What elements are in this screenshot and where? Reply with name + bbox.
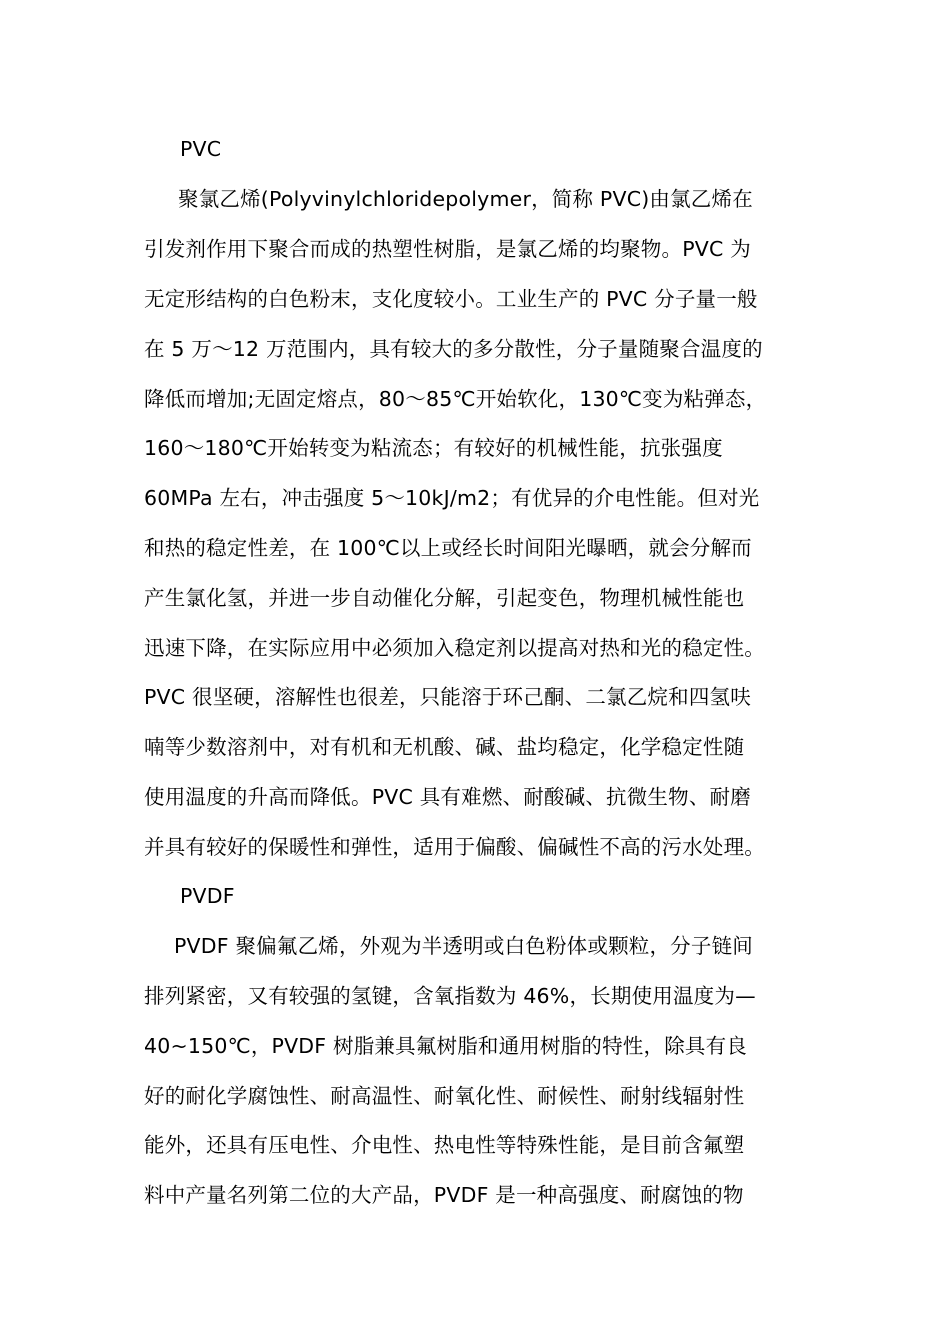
paragraph-line: 160～180℃开始转变为粘流态；有较好的机械性能，抗张强度 xyxy=(144,436,723,460)
paragraph-line: 降低而增加;无固定熔点，80～85℃开始软化，130℃变为粘弹态， xyxy=(144,387,767,411)
heading-pvc: PVC xyxy=(180,137,222,161)
paragraph-line: 好的耐化学腐蚀性、耐高温性、耐氧化性、耐候性、耐射线辐射性 xyxy=(144,1084,745,1108)
paragraph-line: 60MPa 左右，冲击强度 5～10kJ/m2；有优异的介电性能。但对光 xyxy=(144,486,760,510)
paragraph-line: 聚氯乙烯(Polyvinylchloridepolymer，简称 PVC)由氯乙烯在 xyxy=(178,187,753,211)
paragraph-line: 喃等少数溶剂中，对有机和无机酸、碱、盐均稳定，化学稳定性随 xyxy=(144,735,745,759)
paragraph-line: 40~150℃，PVDF 树脂兼具氟树脂和通用树脂的特性，除具有良 xyxy=(144,1034,747,1058)
paragraph-line: 和热的稳定性差，在 100℃以上或经长时间阳光曝晒，就会分解而 xyxy=(144,536,752,560)
paragraph-line: 引发剂作用下聚合而成的热塑性树脂，是氯乙烯的均聚物。PVC 为 xyxy=(144,237,751,261)
paragraph-line: 使用温度的升高而降低。PVC 具有难燃、耐酸碱、抗微生物、耐磨 xyxy=(144,785,751,809)
paragraph-line: PVDF 聚偏氟乙烯，外观为半透明或白色粉体或颗粒，分子链间 xyxy=(174,934,753,958)
paragraph-line: 能外，还具有压电性、介电性、热电性等特殊性能，是目前含氟塑 xyxy=(144,1133,745,1157)
paragraph-line: 迅速下降，在实际应用中必须加入稳定剂以提高对热和光的稳定性。 xyxy=(144,636,765,660)
paragraph-line: 在 5 万～12 万范围内，具有较大的多分散性，分子量随聚合温度的 xyxy=(144,337,763,361)
paragraph-line: 产生氯化氢，并进一步自动催化分解，引起变色，物理机械性能也 xyxy=(144,586,745,610)
paragraph-line: 排列紧密，又有较强的氢键，含氧指数为 46%，长期使用温度为— xyxy=(144,984,756,1008)
heading-pvdf: PVDF xyxy=(180,884,235,908)
paragraph-line: PVC 很坚硬，溶解性也很差，只能溶于环己酮、二氯乙烷和四氢呋 xyxy=(144,685,751,709)
paragraph-line: 料中产量名列第二位的大产品，PVDF 是一种高强度、耐腐蚀的物 xyxy=(144,1183,744,1207)
paragraph-line: 无定形结构的白色粉末，支化度较小。工业生产的 PVC 分子量一般 xyxy=(144,287,758,311)
paragraph-line: 并具有较好的保暖性和弹性，适用于偏酸、偏碱性不高的污水处理。 xyxy=(144,835,765,859)
